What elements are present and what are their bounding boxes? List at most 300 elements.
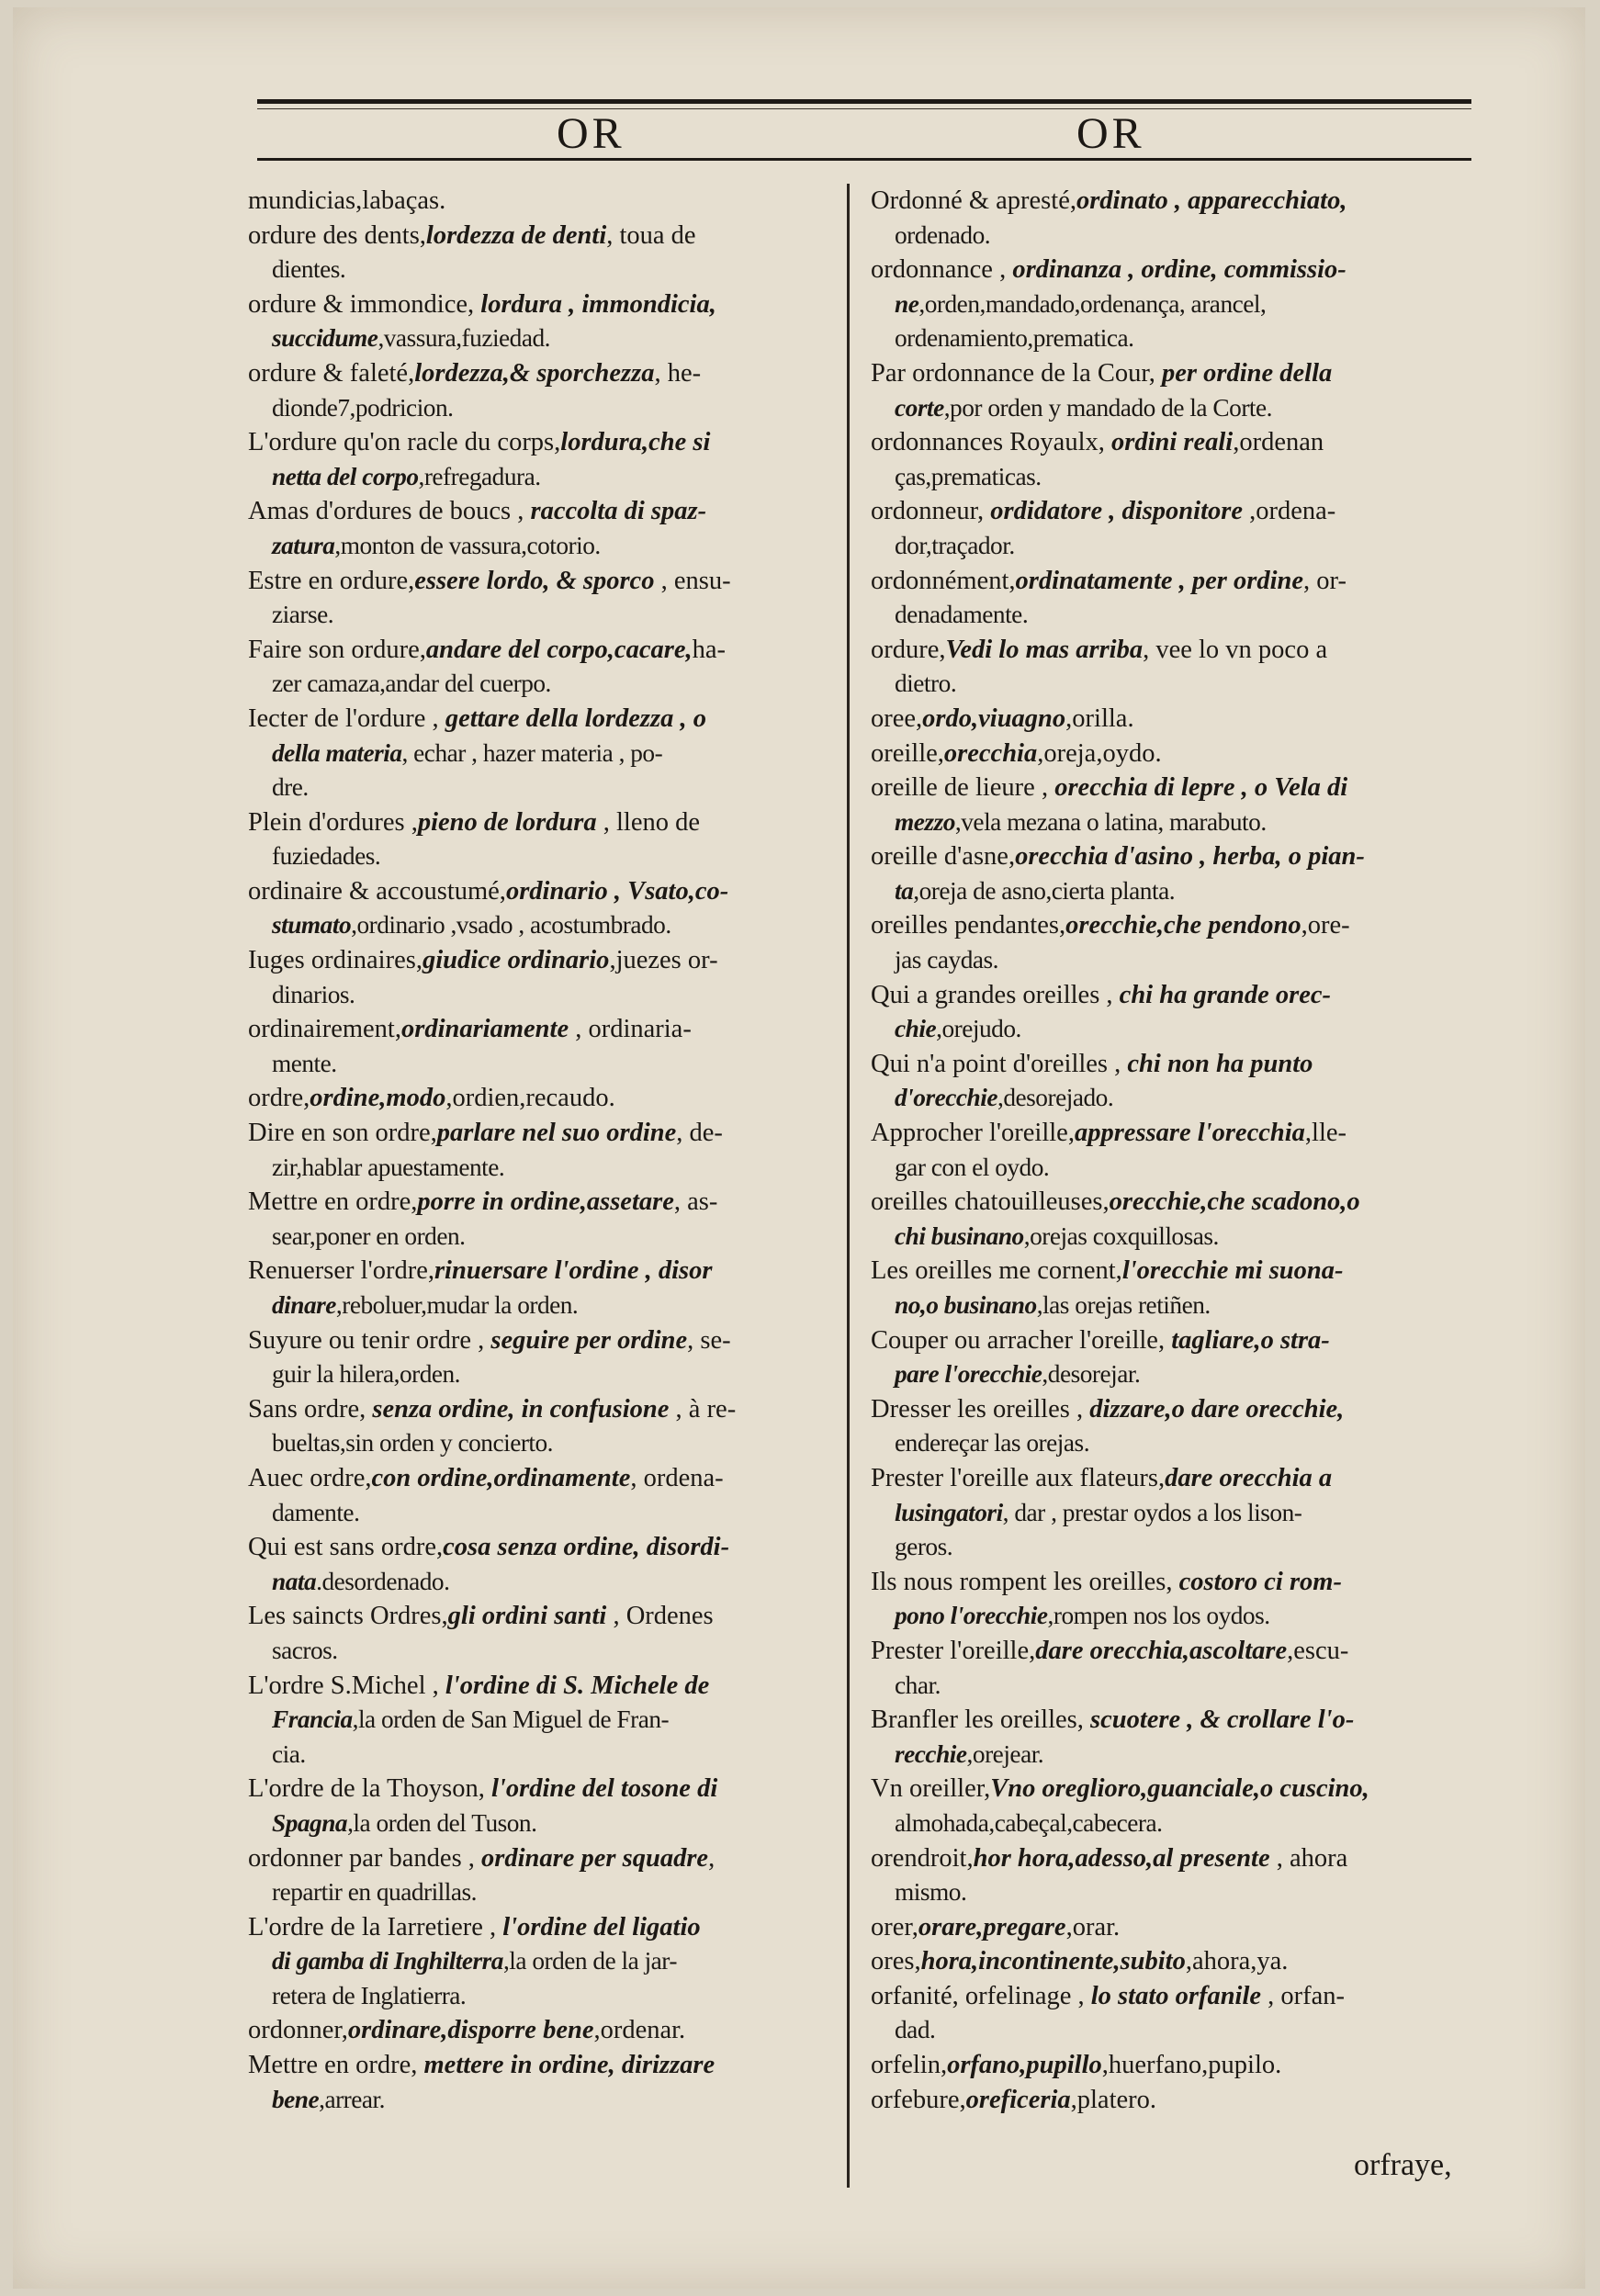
entry-line: [248, 425, 836, 460]
entry-line: [248, 2048, 836, 2083]
dictionary-entry: [871, 1772, 1470, 1840]
dictionary-entry: [871, 1944, 1470, 1979]
dictionary-entry: [871, 1116, 1470, 1185]
entry-text: Plein d'ordures ,: [248, 807, 418, 837]
italian-gloss: l'ordine del tosone di: [491, 1774, 718, 1804]
entry-line: [248, 805, 836, 840]
entry-line: [248, 1012, 836, 1047]
dictionary-entry: [248, 1910, 836, 2014]
dictionary-entry: [248, 1012, 836, 1081]
entry-line: [248, 1910, 836, 1945]
entry-text: , ensu-: [654, 566, 731, 595]
entry-text: , à re-: [669, 1394, 737, 1424]
entry-text: denadamente.: [895, 601, 1029, 629]
italian-gloss: giudice ordinario: [422, 946, 610, 975]
entry-line: [248, 1254, 836, 1289]
entry-text: mente.: [272, 1049, 337, 1077]
italian-gloss: Vedi lo mas arriba: [945, 635, 1144, 664]
italian-gloss: pono l'orecchie: [895, 1602, 1048, 1630]
entry-line: [871, 1875, 1470, 1910]
entry-line: [871, 321, 1470, 356]
entry-line: [871, 1772, 1470, 1806]
entry-line: [248, 1530, 836, 1565]
running-head-left: OR: [557, 109, 625, 158]
entry-text: Prester l'oreille,: [871, 1636, 1036, 1665]
entry-text: ,oreja,oydo.: [1037, 738, 1162, 768]
entry-text: zir,hablar apuestamente.: [272, 1153, 505, 1181]
entry-text: Prester l'oreille aux flateurs,: [871, 1463, 1166, 1492]
dictionary-entry: [248, 356, 836, 425]
entry-text: ,las orejas retiñen.: [1036, 1291, 1211, 1319]
entry-line: [871, 1669, 1470, 1704]
italian-gloss: dare orecchia a: [1165, 1463, 1333, 1492]
entry-text: ,orilla.: [1065, 703, 1134, 733]
entry-line: [871, 1392, 1470, 1427]
entry-line: [871, 633, 1470, 668]
italian-gloss: orare,pregare: [918, 1912, 1066, 1941]
italian-gloss: raccolta di spaz-: [530, 497, 707, 526]
dictionary-entry: [871, 425, 1470, 494]
entry-line: [871, 2048, 1470, 2083]
entry-text: ,por orden y mandado de la Corte.: [943, 393, 1273, 422]
entry-text: ,la orden de la jar-: [502, 1947, 677, 1975]
italian-gloss: ne: [895, 289, 919, 318]
entry-line: [871, 2013, 1470, 2048]
entry-text: ,lle-: [1304, 1119, 1347, 1148]
entry-line: [871, 943, 1470, 978]
entry-line: [871, 287, 1470, 322]
dictionary-entry: [248, 1599, 836, 1668]
italian-gloss: ordinanza , ordine, commissio-: [1012, 255, 1346, 285]
italian-gloss: succidume: [272, 324, 378, 353]
entry-text: ,ordena-: [1242, 497, 1336, 526]
entry-text: .desordenado.: [316, 1567, 450, 1595]
italian-gloss: costoro ci rom-: [1178, 1567, 1342, 1596]
entry-text: fuziedades.: [272, 842, 381, 871]
entry-text: ,huerfano,pupilo.: [1101, 2051, 1282, 2080]
entry-line: [871, 771, 1470, 805]
entry-line: [248, 1047, 836, 1082]
entry-line: [871, 667, 1470, 702]
entry-text: zer camaza,andar del cuerpo.: [272, 670, 551, 698]
entry-line: [871, 737, 1470, 771]
entry-line: [248, 184, 836, 219]
entry-text: ores,: [871, 1947, 921, 1976]
entry-text: ,reboluer,mudar la orden.: [335, 1291, 579, 1319]
dictionary-entry: [248, 2013, 836, 2048]
entry-line: [248, 1703, 836, 1738]
right-column: [871, 184, 1470, 2117]
entry-text: , as-: [673, 1187, 718, 1217]
entry-line: [248, 2013, 836, 2048]
entry-text: ordinairement,: [248, 1015, 401, 1044]
italian-gloss: senza ordine, in confusione: [372, 1394, 670, 1424]
dictionary-entry: [248, 1841, 836, 1910]
entry-text: , toua de: [606, 220, 696, 250]
entry-text: ,la orden del Tuson.: [347, 1808, 537, 1837]
italian-gloss: l'ordine del ligatio: [502, 1912, 701, 1941]
dictionary-entry: [871, 1185, 1470, 1254]
italian-gloss: ordinato , apparecchiato,: [1076, 186, 1347, 215]
dictionary-entry: [871, 1461, 1470, 1565]
dictionary-entry: [248, 494, 836, 563]
italian-gloss: chi businano: [895, 1221, 1024, 1250]
italian-gloss: di gamba di Inghilterra: [272, 1947, 503, 1975]
entry-text: L'ordre de la Iarretiere ,: [248, 1912, 503, 1941]
entry-text: sear,poner en orden.: [272, 1221, 466, 1250]
dictionary-entry: [248, 1185, 836, 1254]
entry-text: ordonnance ,: [871, 255, 1013, 285]
entry-text: Les oreilles me cornent,: [871, 1256, 1122, 1286]
entry-text: Auec ordre,: [248, 1463, 372, 1492]
entry-line: [248, 253, 836, 287]
entry-text: ,ordinario ,vsado , acostumbrado.: [351, 911, 671, 940]
entry-line: [871, 1081, 1470, 1116]
entry-line: [871, 1185, 1470, 1220]
entry-line: [248, 1289, 836, 1323]
italian-gloss: chi non ha punto: [1127, 1049, 1313, 1078]
entry-line: [248, 978, 836, 1013]
entry-text: Approcher l'oreille,: [871, 1119, 1075, 1148]
entry-text: Estre en ordure,: [248, 566, 415, 595]
entry-line: [871, 1530, 1470, 1565]
entry-line: [871, 1703, 1470, 1738]
entry-line: [871, 702, 1470, 737]
entry-text: dre.: [272, 773, 309, 802]
italian-gloss: d'orecchie: [895, 1084, 997, 1112]
dictionary-entry: [871, 633, 1470, 702]
entry-line: [871, 1565, 1470, 1600]
italian-gloss: Spagna: [272, 1808, 348, 1837]
entry-line: [248, 1185, 836, 1220]
entry-text: , echar , hazer materia , po-: [401, 738, 663, 767]
entry-line: [871, 598, 1470, 633]
entry-line: [871, 184, 1470, 219]
entry-text: ,ordenan: [1233, 428, 1324, 457]
dictionary-entry: [248, 943, 836, 1012]
entry-text: ordenado.: [895, 220, 991, 249]
entry-text: , vee lo vn poco a: [1143, 635, 1328, 664]
dictionary-entry: [248, 633, 836, 702]
entry-text: ordenamiento,prematica.: [895, 324, 1134, 353]
entry-text: dinarios.: [272, 980, 355, 1008]
entry-text: endereçar las orejas.: [895, 1429, 1090, 1458]
italian-gloss: dinare: [272, 1291, 336, 1319]
dictionary-entry: [871, 1047, 1470, 1116]
running-head-right: OR: [1076, 109, 1145, 158]
entry-line: [871, 529, 1470, 564]
entry-line: [248, 1116, 836, 1151]
entry-text: cia.: [272, 1739, 306, 1768]
italian-gloss: ordo,viuagno: [922, 703, 1066, 733]
entry-text: , lleno de: [596, 807, 700, 837]
italian-gloss: chi ha grande orec-: [1119, 980, 1332, 1009]
entry-line: [871, 1944, 1470, 1979]
entry-line: [248, 874, 836, 909]
entry-text: Couper ou arracher l'oreille,: [871, 1325, 1172, 1355]
entry-text: ,desorejar.: [1042, 1360, 1141, 1389]
italian-gloss: netta del corpo: [272, 462, 419, 490]
entry-text: ,arrear.: [319, 2085, 385, 2113]
italian-gloss: ordinare,disporre bene: [347, 2016, 594, 2045]
dictionary-entry: [871, 839, 1470, 908]
entry-line: [248, 1875, 836, 1910]
entry-text: ,ahora,ya.: [1185, 1947, 1289, 1976]
dictionary-entry: [248, 1254, 836, 1322]
entry-text: ordure & immondice,: [248, 289, 481, 319]
entry-text: ,orar.: [1065, 1912, 1121, 1941]
italian-gloss: lordura , immondicia,: [480, 289, 716, 319]
entry-text: orfebure,: [871, 2085, 966, 2114]
entry-text: ha-: [692, 635, 726, 664]
entry-text: ,orejear.: [966, 1739, 1044, 1768]
italian-gloss: ordini reali: [1110, 428, 1234, 457]
italian-gloss: con ordine,ordinamente: [371, 1463, 631, 1492]
entry-line: [248, 737, 836, 771]
entry-line: [871, 219, 1470, 253]
entry-text: dionde7,podricion.: [272, 393, 454, 422]
header-rule-thin: [257, 108, 1471, 109]
italian-gloss: parlare nel suo ordine: [436, 1119, 677, 1148]
dictionary-entry: [248, 2048, 836, 2117]
entry-text: Mettre en ordre,: [248, 2051, 424, 2080]
italian-gloss: della materia: [272, 738, 402, 767]
entry-text: Dresser les oreilles ,: [871, 1394, 1090, 1424]
dictionary-entry: [871, 1841, 1470, 1910]
italian-gloss: dizzare,o dare orecchie,: [1089, 1394, 1345, 1424]
italian-gloss: pare l'orecchie: [895, 1360, 1042, 1389]
entry-text: ,ordenar.: [593, 2016, 686, 2045]
entry-text: ,rompen nos los oydos.: [1047, 1602, 1270, 1630]
italian-gloss: Francia: [272, 1705, 353, 1734]
entry-text: , orfan-: [1261, 1981, 1346, 2010]
entry-text: ,escu-: [1287, 1636, 1349, 1665]
entry-text: Les saincts Ordres,: [248, 1602, 448, 1631]
dictionary-entry: [248, 287, 836, 356]
dictionary-entry: [248, 1530, 836, 1599]
entry-text: gar con el oydo.: [895, 1153, 1050, 1181]
italian-gloss: ordinario , Vsato,co-: [505, 876, 729, 906]
italian-gloss: mettere in ordine, dirizzare: [423, 2051, 715, 2080]
entry-text: orfelin,: [871, 2051, 948, 2080]
entry-text: repartir en quadrillas.: [272, 1878, 477, 1907]
entry-text: mundicias,labaças.: [248, 186, 446, 215]
entry-line: [248, 1599, 836, 1634]
dictionary-entry: [871, 253, 1470, 356]
entry-line: [248, 287, 836, 322]
entry-text: Iuges ordinaires,: [248, 946, 423, 975]
italian-gloss: lo stato orfanile: [1090, 1981, 1262, 2010]
entry-text: Qui a grandes oreilles ,: [871, 980, 1120, 1009]
entry-line: [248, 1151, 836, 1186]
italian-gloss: lusingatori: [895, 1498, 1003, 1526]
entry-line: [871, 1254, 1470, 1289]
entry-line: [871, 1323, 1470, 1358]
entry-text: ,refregadura.: [418, 462, 541, 490]
italian-gloss: zatura: [272, 531, 335, 559]
italian-gloss: Vno oreglioro,guanciale,o cuscino,: [990, 1774, 1369, 1804]
italian-gloss: ta: [895, 876, 914, 905]
italian-gloss: ordine,modo: [310, 1084, 446, 1113]
entry-text: oreilles pendantes,: [871, 911, 1066, 940]
entry-text: dor,traçador.: [895, 531, 1015, 559]
entry-line: [871, 2083, 1470, 2118]
entry-text: ordure & faleté,: [248, 358, 415, 388]
left-column: [248, 184, 836, 2117]
entry-line: [871, 1426, 1470, 1461]
dictionary-entry: [871, 564, 1470, 633]
dictionary-entry: [248, 1081, 836, 1116]
entry-line: [871, 253, 1470, 287]
entry-text: almohada,cabeçal,cabecera.: [895, 1808, 1163, 1837]
italian-gloss: ordidatore , disponitore: [990, 497, 1243, 526]
entry-line: [871, 391, 1470, 426]
entry-text: ,vela mezana o latina, marabuto.: [954, 807, 1267, 836]
entry-text: dientes.: [272, 255, 346, 284]
entry-line: [871, 425, 1470, 460]
entry-text: dad.: [895, 2016, 936, 2044]
entry-line: [871, 839, 1470, 874]
italian-gloss: tagliare,o stra-: [1171, 1325, 1330, 1355]
entry-line: [871, 978, 1470, 1013]
entry-text: ,orejas coxquillosas.: [1023, 1221, 1219, 1250]
entry-line: [248, 1806, 836, 1841]
entry-line: [248, 1944, 836, 1979]
entry-text: Faire son ordure,: [248, 635, 426, 664]
dictionary-entry: [871, 1634, 1470, 1703]
entry-line: [871, 1979, 1470, 2014]
italian-gloss: hor hora,adesso,al presente: [973, 1843, 1270, 1873]
dictionary-entry: [871, 771, 1470, 839]
dictionary-entry: [871, 1565, 1470, 1634]
entry-line: [871, 1357, 1470, 1392]
entry-line: [871, 1496, 1470, 1531]
entry-text: oreille de lieure ,: [871, 773, 1055, 803]
entry-line: [871, 1910, 1470, 1945]
dictionary-entry: [248, 1392, 836, 1461]
dictionary-entry: [248, 564, 836, 633]
entry-line: [871, 1116, 1470, 1151]
entry-text: ,orden,mandado,ordenança, arancel,: [918, 289, 1267, 318]
entry-text: oree,: [871, 703, 923, 733]
entry-line: [248, 1220, 836, 1255]
entry-text: oreille,: [871, 738, 944, 768]
entry-line: [871, 1806, 1470, 1841]
entry-text: Qui est sans ordre,: [248, 1533, 444, 1562]
entry-line: [871, 805, 1470, 840]
entry-line: [248, 1426, 836, 1461]
entry-text: Amas d'ordures de boucs ,: [248, 497, 531, 526]
entry-text: ,vassura,fuziedad.: [377, 324, 550, 353]
entry-line: [248, 460, 836, 495]
entry-text: orfanité, orfelinage ,: [871, 1981, 1091, 2010]
entry-line: [248, 219, 836, 253]
entry-line: [248, 598, 836, 633]
dictionary-entry: [871, 356, 1470, 425]
entry-line: [871, 1151, 1470, 1186]
italian-gloss: l'ordine di S. Michele de: [445, 1671, 710, 1700]
italian-gloss: orecchia: [943, 738, 1038, 768]
entry-text: Iecter de l'ordure ,: [248, 703, 445, 733]
dictionary-entry: [871, 1703, 1470, 1772]
entry-text: , or-: [1303, 566, 1346, 595]
entry-line: [871, 1220, 1470, 1255]
italian-gloss: l'orecchie mi suona-: [1121, 1256, 1344, 1286]
entry-text: Dire en son ordre,: [248, 1119, 437, 1148]
entry-line: [871, 564, 1470, 599]
dictionary-entry: [871, 978, 1470, 1047]
entry-line: [248, 1323, 836, 1358]
italian-gloss: orecchie,che scadono,o: [1109, 1187, 1360, 1217]
italian-gloss: orecchie,che pendono: [1065, 911, 1301, 940]
entry-line: [248, 1634, 836, 1669]
italian-gloss: gettare della lordezza , o: [445, 703, 706, 733]
dictionary-entry: [871, 1979, 1470, 2048]
entry-line: [248, 1738, 836, 1773]
dictionary-entry: [871, 494, 1470, 563]
entry-line: [248, 391, 836, 426]
entry-line: [248, 943, 836, 978]
entry-text: ordure des dents,: [248, 220, 426, 250]
entry-text: ,ordien,recaudo.: [445, 1084, 615, 1113]
entry-text: ,desorejado.: [997, 1084, 1114, 1112]
entry-text: oreille d'asne,: [871, 842, 1016, 872]
entry-text: Vn oreiller,: [871, 1774, 991, 1804]
italian-gloss: lordura,che si: [560, 428, 711, 457]
entry-line: [871, 874, 1470, 909]
entry-text: ordinaire & accoustumé,: [248, 876, 506, 906]
entry-text: geros.: [895, 1533, 953, 1561]
column-divider: [847, 184, 850, 2188]
entry-text: Ils nous rompent les oreilles,: [871, 1567, 1179, 1596]
dictionary-entry: [248, 219, 836, 287]
dictionary-entry: [248, 1116, 836, 1185]
entry-line: [248, 494, 836, 529]
italian-gloss: oreficeria: [965, 2085, 1071, 2114]
entry-line: [248, 1772, 836, 1806]
entry-text: orendroit,: [871, 1843, 974, 1873]
dictionary-entry: [248, 425, 836, 494]
catchword: orfraye,: [1354, 2148, 1452, 2182]
entry-line: [871, 1047, 1470, 1082]
entry-line: [871, 356, 1470, 391]
entry-text: ordonnément,: [871, 566, 1016, 595]
entry-text: oreilles chatouilleuses,: [871, 1187, 1110, 1217]
italian-gloss: chie: [895, 1015, 937, 1043]
entry-text: Branfler les oreilles,: [871, 1705, 1090, 1735]
entry-line: [248, 529, 836, 564]
entry-text: ,platero.: [1070, 2085, 1157, 2114]
entry-text: , de-: [676, 1119, 723, 1148]
entry-line: [871, 1599, 1470, 1634]
dictionary-entry: [248, 1461, 836, 1530]
entry-text: , ordena-: [630, 1463, 724, 1492]
entry-text: ,la orden de San Miguel de Fran-: [352, 1705, 670, 1734]
entry-line: [248, 1357, 836, 1392]
italian-gloss: lordezza de denti: [425, 220, 607, 250]
entry-line: [248, 702, 836, 737]
entry-text: Sans ordre,: [248, 1394, 373, 1424]
italian-gloss: ordinare per squadre: [481, 1843, 709, 1873]
italian-gloss: gli ordini santi: [447, 1602, 607, 1631]
dictionary-entry: [248, 702, 836, 805]
dictionary-entry: [871, 908, 1470, 977]
italian-gloss: ordinariamente: [400, 1015, 569, 1044]
entry-text: retera de Inglatierra.: [272, 1981, 467, 2009]
entry-text: L'ordre S.Michel ,: [248, 1671, 445, 1700]
entry-text: Suyure ou tenir ordre ,: [248, 1325, 491, 1355]
entry-line: [871, 1012, 1470, 1047]
